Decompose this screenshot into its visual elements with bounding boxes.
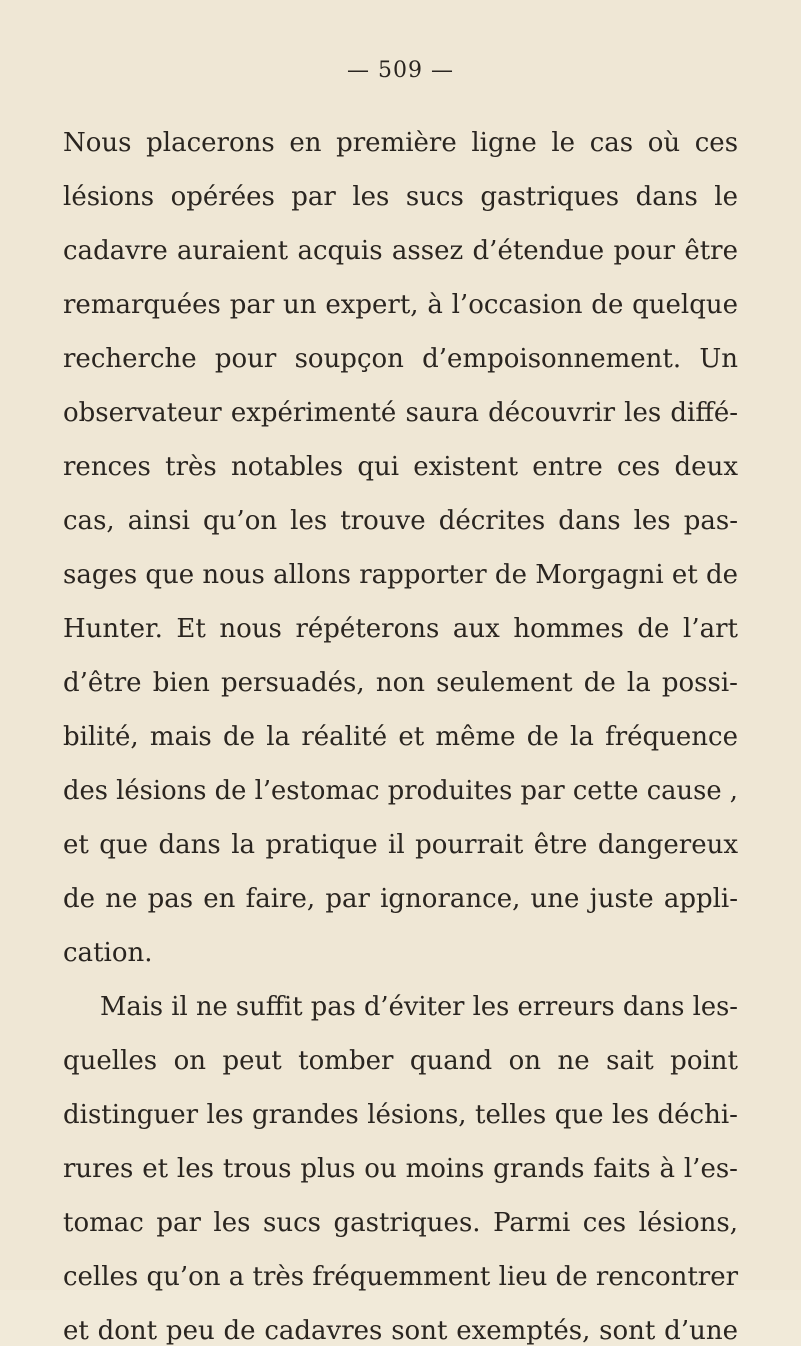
- text-line: distinguer les grandes lésions, telles que les déchi-: [63, 1100, 738, 1130]
- text-line: tomac par les sucs gastriques. Parmi ces lésions,: [63, 1208, 738, 1238]
- text-line: lésions opérées par les sucs gastriques dans le: [63, 182, 738, 212]
- text-line: observateur expérimenté saura découvrir les diffé-: [63, 398, 738, 428]
- text-line: remarquées par un expert, à l’occasion de quelque: [63, 290, 738, 320]
- text-line: cas, ainsi qu’on les trouve décrites dans les pas-: [63, 506, 738, 536]
- text-line: cation.: [63, 938, 153, 968]
- text-line: Nous placerons en première ligne le cas où ces: [63, 128, 739, 158]
- text-line: cadavre auraient acquis assez d’étendue pour être: [63, 236, 739, 266]
- text-line: d’être bien persuadés, non seulement de la possi-: [63, 668, 738, 698]
- text-line: celles qu’on a très fréquemment lieu de rencontrer: [63, 1262, 739, 1292]
- text-line: bilité, mais de la réalité et même de la fréquence: [63, 722, 739, 752]
- text-line: et dont peu de cadavres sont exemptés, sont d’une: [63, 1316, 738, 1346]
- text-line: de ne pas en faire, par ignorance, une juste appli-: [63, 884, 739, 914]
- text-line: recherche pour soupçon d’empoisonnement. Un: [63, 344, 738, 374]
- text-line: et que dans la pratique il pourrait être dangereux: [63, 830, 738, 860]
- text-line: rences très notables qui existent entre ces deux: [63, 452, 738, 482]
- text-line: Hunter. Et nous répéterons aux hommes de l’art: [63, 614, 738, 644]
- text-line: Mais il ne suffit pas d’éviter les erreurs dans les-: [100, 992, 738, 1022]
- text-line: rures et les trous plus ou moins grands faits à l’es-: [63, 1154, 738, 1184]
- text-line: des lésions de l’estomac produites par cette cause ,: [63, 776, 738, 806]
- text-line: sages que nous allons rapporter de Morgagni et de: [63, 560, 739, 590]
- page-number: — 509 —: [347, 58, 454, 83]
- text-line: quelles on peut tomber quand on ne sait point: [63, 1046, 738, 1076]
